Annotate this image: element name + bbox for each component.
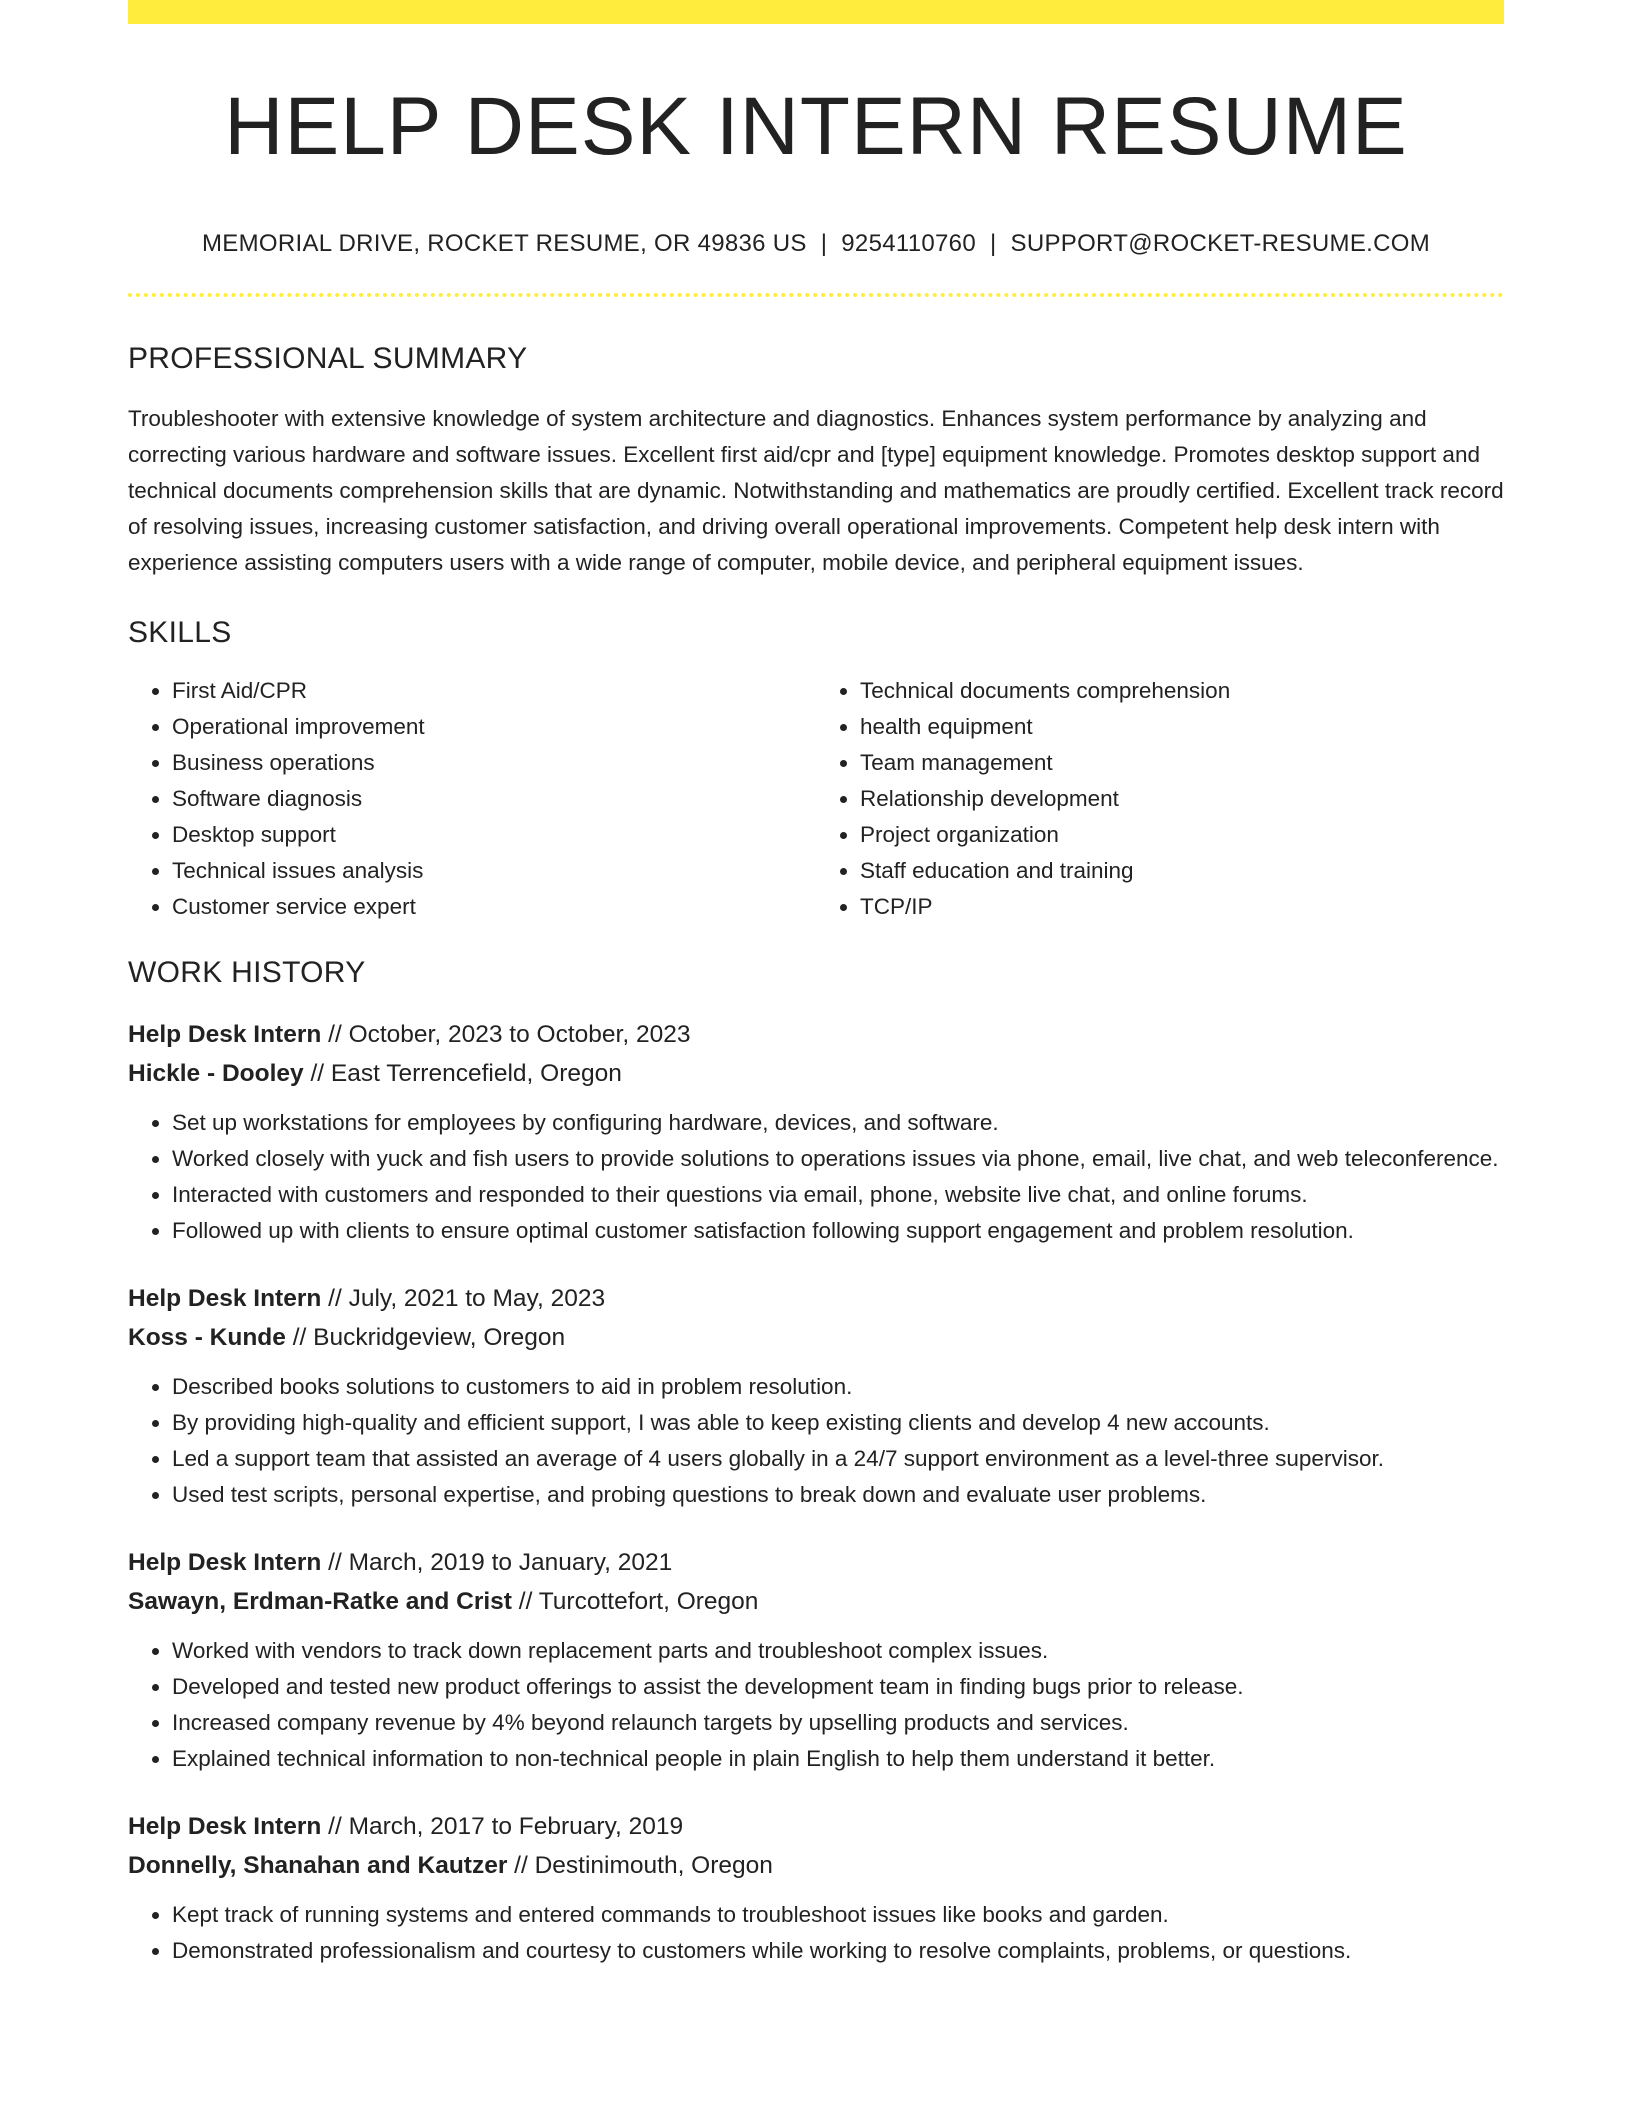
job-bullets [128, 1105, 1504, 1249]
job-bullet: • Led a support team that assisted an average of 4 users globally in a 24/7 support environment as a level-three supervisor. [172, 1441, 1504, 1477]
skill-item: • Business operations [172, 745, 816, 781]
job-title-line [128, 1543, 1504, 1582]
job-dates: // March, 2017 to February, 2019 [321, 1812, 684, 1840]
job-bullet: • By providing high-quality and efficient support, I was able to keep existing clients and develop 4 new accounts. [172, 1405, 1504, 1441]
job-bullet: • Set up workstations for employees by configuring hardware, devices, and software. [172, 1105, 1504, 1141]
job-bullet: • Described books solutions to customers to aid in problem resolution. [172, 1369, 1504, 1405]
skill-item: • Team management [860, 745, 1504, 781]
job-company: Koss - Kunde [128, 1323, 286, 1351]
contact-phone: 9254110760 [841, 230, 976, 258]
job-company: Hickle - Dooley [128, 1059, 304, 1087]
dotted-divider [128, 293, 1504, 297]
skill-item: • Staff education and training [860, 853, 1504, 889]
job-role: Help Desk Intern [128, 1548, 322, 1576]
skills-column-left [128, 673, 816, 925]
contact-separator: | [989, 230, 997, 258]
summary-heading: PROFESSIONAL SUMMARY [128, 341, 528, 375]
skill-item: • Relationship development [860, 781, 1504, 817]
job-title-line [128, 1015, 1504, 1054]
contact-line [128, 230, 1504, 259]
job-bullet: • Kept track of running systems and entered commands to troubleshoot issues like books and garden. [172, 1897, 1504, 1933]
job-title-line [128, 1807, 1504, 1846]
job-bullet: • Worked with vendors to track down replacement parts and troubleshoot complex issues. [172, 1633, 1504, 1669]
job-role: Help Desk Intern [128, 1284, 322, 1312]
work-history-heading: WORK HISTORY [128, 955, 366, 989]
accent-top-bar [128, 0, 1504, 24]
job-bullet: • Followed up with clients to ensure optimal customer satisfaction following support engagement and problem resolution. [172, 1213, 1504, 1249]
skill-item: • First Aid/CPR [172, 673, 816, 709]
skill-item: • Operational improvement [172, 709, 816, 745]
job-bullet: • Demonstrated professionalism and courtesy to customers while working to resolve complaints, problems, or questions. [172, 1933, 1504, 1969]
skill-item: • Technical documents comprehension [860, 673, 1504, 709]
job-company: Sawayn, Erdman-Ratke and Crist [128, 1587, 512, 1615]
job-company-line [128, 1054, 1504, 1093]
job-entry [128, 1807, 1504, 1969]
job-role: Help Desk Intern [128, 1020, 322, 1048]
job-location: // Buckridgeview, Oregon [285, 1323, 566, 1351]
job-role: Help Desk Intern [128, 1812, 322, 1840]
job-bullets [128, 1897, 1504, 1969]
summary-text: Troubleshooter with extensive knowledge of system architecture and diagnostics. Enhances system performance by analyzing and correcting various hardware and software issues. Excellent first aid/cpr and [type] equipment knowledge. Promotes desktop support and technical documents comprehension skills that are dynamic. Notwithstanding and mathematics are proudly certified. Excellent track record of resolving issues, increasing customer satisfaction, and driving overall operational improvements. Competent help desk intern with experience assisting computers users with a wide range of computer, mobile device, and peripheral equipment issues. [128, 405, 1504, 575]
job-bullets [128, 1369, 1504, 1513]
skill-item: • Project organization [860, 817, 1504, 853]
job-entry [128, 1279, 1504, 1513]
skills-heading: SKILLS [128, 615, 232, 649]
job-bullet: • Explained technical information to non-technical people in plain English to help them understand it better. [172, 1741, 1504, 1777]
job-bullet: • Increased company revenue by 4% beyond relaunch targets by upselling products and services. [172, 1705, 1504, 1741]
job-dates: // October, 2023 to October, 2023 [321, 1020, 691, 1048]
resume-title: HELP DESK INTERN RESUME [224, 81, 1408, 172]
job-title-line [128, 1279, 1504, 1318]
skill-item: • Customer service expert [172, 889, 816, 925]
job-location: // Turcottefort, Oregon [511, 1587, 759, 1615]
contact-separator: | [820, 230, 828, 258]
job-company-line [128, 1846, 1504, 1885]
job-bullet: • Developed and tested new product offerings to assist the development team in finding bugs prior to release. [172, 1669, 1504, 1705]
job-bullet: • Used test scripts, personal expertise, and probing questions to break down and evaluate user problems. [172, 1477, 1504, 1513]
skills-column-right [816, 673, 1504, 925]
resume-page [128, 0, 1504, 1969]
job-bullet: • Interacted with customers and responded to their questions via email, phone, website live chat, and online forums. [172, 1177, 1504, 1213]
job-bullets [128, 1633, 1504, 1777]
skill-item: • Desktop support [172, 817, 816, 853]
job-entry [128, 1015, 1504, 1249]
skills-list [128, 673, 1504, 925]
contact-address: MEMORIAL DRIVE, ROCKET RESUME, OR 49836 US [201, 230, 807, 258]
job-dates: // July, 2021 to May, 2023 [321, 1284, 606, 1312]
skill-item: • Technical issues analysis [172, 853, 816, 889]
job-company-line [128, 1318, 1504, 1357]
job-company-line [128, 1582, 1504, 1621]
skill-item: • health equipment [860, 709, 1504, 745]
job-location: // Destinimouth, Oregon [507, 1851, 773, 1879]
skill-item: • Software diagnosis [172, 781, 816, 817]
job-dates: // March, 2019 to January, 2021 [321, 1548, 673, 1576]
contact-email: SUPPORT@ROCKET-RESUME.COM [1010, 230, 1430, 258]
job-bullet: • Worked closely with yuck and fish users to provide solutions to operations issues via phone, email, live chat, and web teleconference. [172, 1141, 1504, 1177]
job-location: // East Terrencefield, Oregon [303, 1059, 622, 1087]
skill-item: • TCP/IP [860, 889, 1504, 925]
job-company: Donnelly, Shanahan and Kautzer [128, 1851, 508, 1879]
job-entry [128, 1543, 1504, 1777]
